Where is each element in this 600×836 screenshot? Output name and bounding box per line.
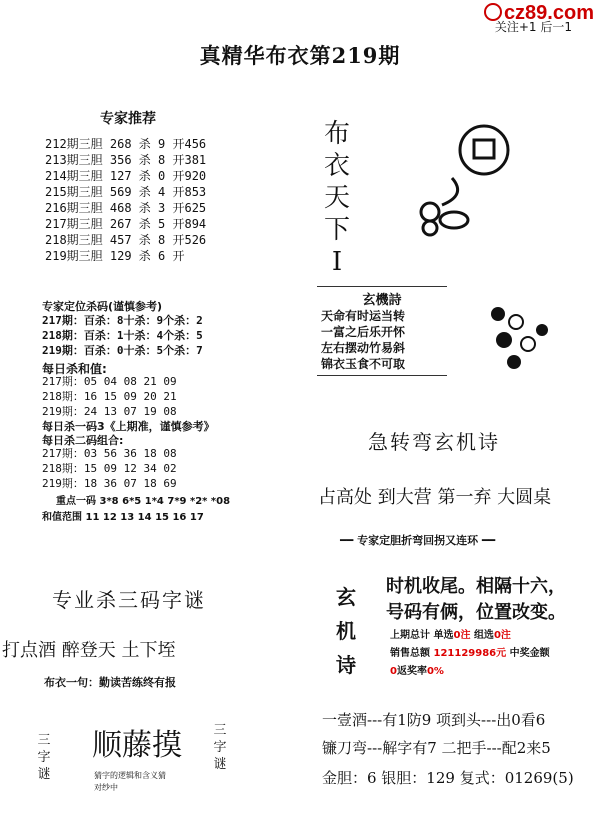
expert-row: 215期三胆 569 杀 4 开853 <box>45 185 207 199</box>
two-kill-heading: 每日杀二码组合: <box>42 434 124 447</box>
expert-row: 219期三胆 129 杀 6 开 <box>45 249 185 263</box>
coin-string <box>442 178 458 205</box>
bottom-line-1: 一壹酒---有1防9 项到头---出0看6 <box>322 711 546 729</box>
riddle-big: 顺藤摸 <box>92 728 182 763</box>
expert-row: 217期三胆 267 杀 5 开894 <box>45 217 207 231</box>
page-title: 真精华布衣第219期 <box>199 43 401 68</box>
kill-row: 217期：百杀：8十杀：9个杀：2 <box>42 314 203 327</box>
expert-row: 218期三胆 457 杀 8 开526 <box>45 233 207 247</box>
jizhuan-heading: 急转弯玄机诗 <box>368 430 500 454</box>
poem-line: 天命有时运当转 <box>321 309 406 323</box>
coin-illustration <box>412 120 522 240</box>
stat-line-2: 销售总额 121129986元 中奖金额 <box>390 648 550 659</box>
xuanji-poem-box <box>317 286 447 376</box>
kill-row: 219期：百杀：0十杀：5个杀：7 <box>42 344 203 357</box>
top-note: 关注+1 后一1 <box>494 20 572 34</box>
sum-row: 217期：05 04 08 21 09 <box>42 375 177 388</box>
riddle-note-1: 猜字的逻辑和含义猜 <box>94 771 166 780</box>
sum-rows <box>42 374 177 419</box>
bead-icon <box>423 221 437 235</box>
expert-row: 214期三胆 127 杀 0 开920 <box>45 169 207 183</box>
key-line: 重点一码 3*8 6*5 1*4 7*9 *2* *08 <box>56 496 231 507</box>
riddle-side-right: 三字谜 <box>213 723 227 772</box>
stat-line-3: 0返奖率0% <box>390 666 444 677</box>
poem-line: 锦衣玉食不可取 <box>321 357 406 371</box>
sum-heading: 每日杀和值: <box>42 362 107 376</box>
coin-hole <box>474 140 494 158</box>
bottom-line-2: 镰刀弯---解字有7 二把手---配2来5 <box>322 739 551 757</box>
stat-line-1: 上期总计 单选0注 组选0注 <box>390 630 511 641</box>
kill-row: 218期：百杀：1十杀：4个杀：5 <box>42 329 203 342</box>
two-kill-row: 219期：18 36 07 18 69 <box>42 477 177 490</box>
two-kill-rows <box>42 446 177 491</box>
expert-row: 213期三胆 356 杀 8 开381 <box>45 153 207 167</box>
xuanji-vertical: 玄机诗 <box>336 585 356 677</box>
kill-heading: 专家定位杀码(谨慎参考) <box>42 300 163 313</box>
bead-icon <box>421 203 439 221</box>
expert-row: 216期三胆 468 杀 3 开625 <box>45 201 207 215</box>
riddle-note-2: 对纱中 <box>94 783 118 792</box>
riddle-items: 打点酒 醉登天 土下垤 <box>2 640 176 661</box>
one-kill-heading: 每日杀一码3《上期准，谨慎参考》 <box>42 420 215 433</box>
kill-rows <box>42 313 203 358</box>
bead-icon <box>496 332 512 348</box>
poem-line: 左右摆动竹易斜 <box>321 341 406 355</box>
two-kill-row: 218期：15 09 12 34 02 <box>42 462 177 475</box>
bead-icon <box>507 355 521 369</box>
expert-heading: 专家推荐 <box>100 111 156 127</box>
riddle-saying: 布衣一句：勤读苦练终有报 <box>44 676 176 689</box>
bead-icon <box>491 307 505 321</box>
coin-icon <box>460 126 508 174</box>
poem-line: 一富之后乐开怀 <box>321 325 406 339</box>
beads-illustration <box>486 300 556 376</box>
xuanji-poem-heading: 玄機詩 <box>362 293 402 308</box>
expert-divider: ━━ 专家定胆折弯回拐又连环 ━━ <box>340 534 496 547</box>
two-kill-row: 217期：03 56 36 18 08 <box>42 447 177 460</box>
sum-row: 219期：24 13 07 19 08 <box>42 405 177 418</box>
expert-row: 212期三胆 268 杀 9 开456 <box>45 137 207 151</box>
xuanji-line-2: 号码有俩，位置改变。 <box>386 602 566 623</box>
bead-icon <box>521 337 535 351</box>
xuanji-poem-lines <box>317 308 447 372</box>
sum-row: 218期：16 15 09 20 21 <box>42 390 177 403</box>
ingot-icon <box>440 212 468 228</box>
site-watermark: cz89.com <box>484 2 594 25</box>
xuanji-line-1: 时机收尾。相隔十六， <box>386 576 566 597</box>
bead-icon <box>509 315 523 329</box>
bead-icon <box>536 324 548 336</box>
expert-rows <box>45 136 206 264</box>
buyi-vertical: 布衣天下I <box>323 119 350 277</box>
range-line: 和值范围 11 12 13 14 15 16 17 <box>42 512 204 523</box>
jizhuan-line: 占高处 到大营 第一弃 大圆桌 <box>318 487 552 508</box>
riddle-heading: 专业杀三码字谜 <box>52 588 206 612</box>
riddle-side-left: 三字谜 <box>37 733 51 782</box>
bottom-line-3: 金胆：6 银胆：129 复式：01269(5) <box>322 769 574 787</box>
